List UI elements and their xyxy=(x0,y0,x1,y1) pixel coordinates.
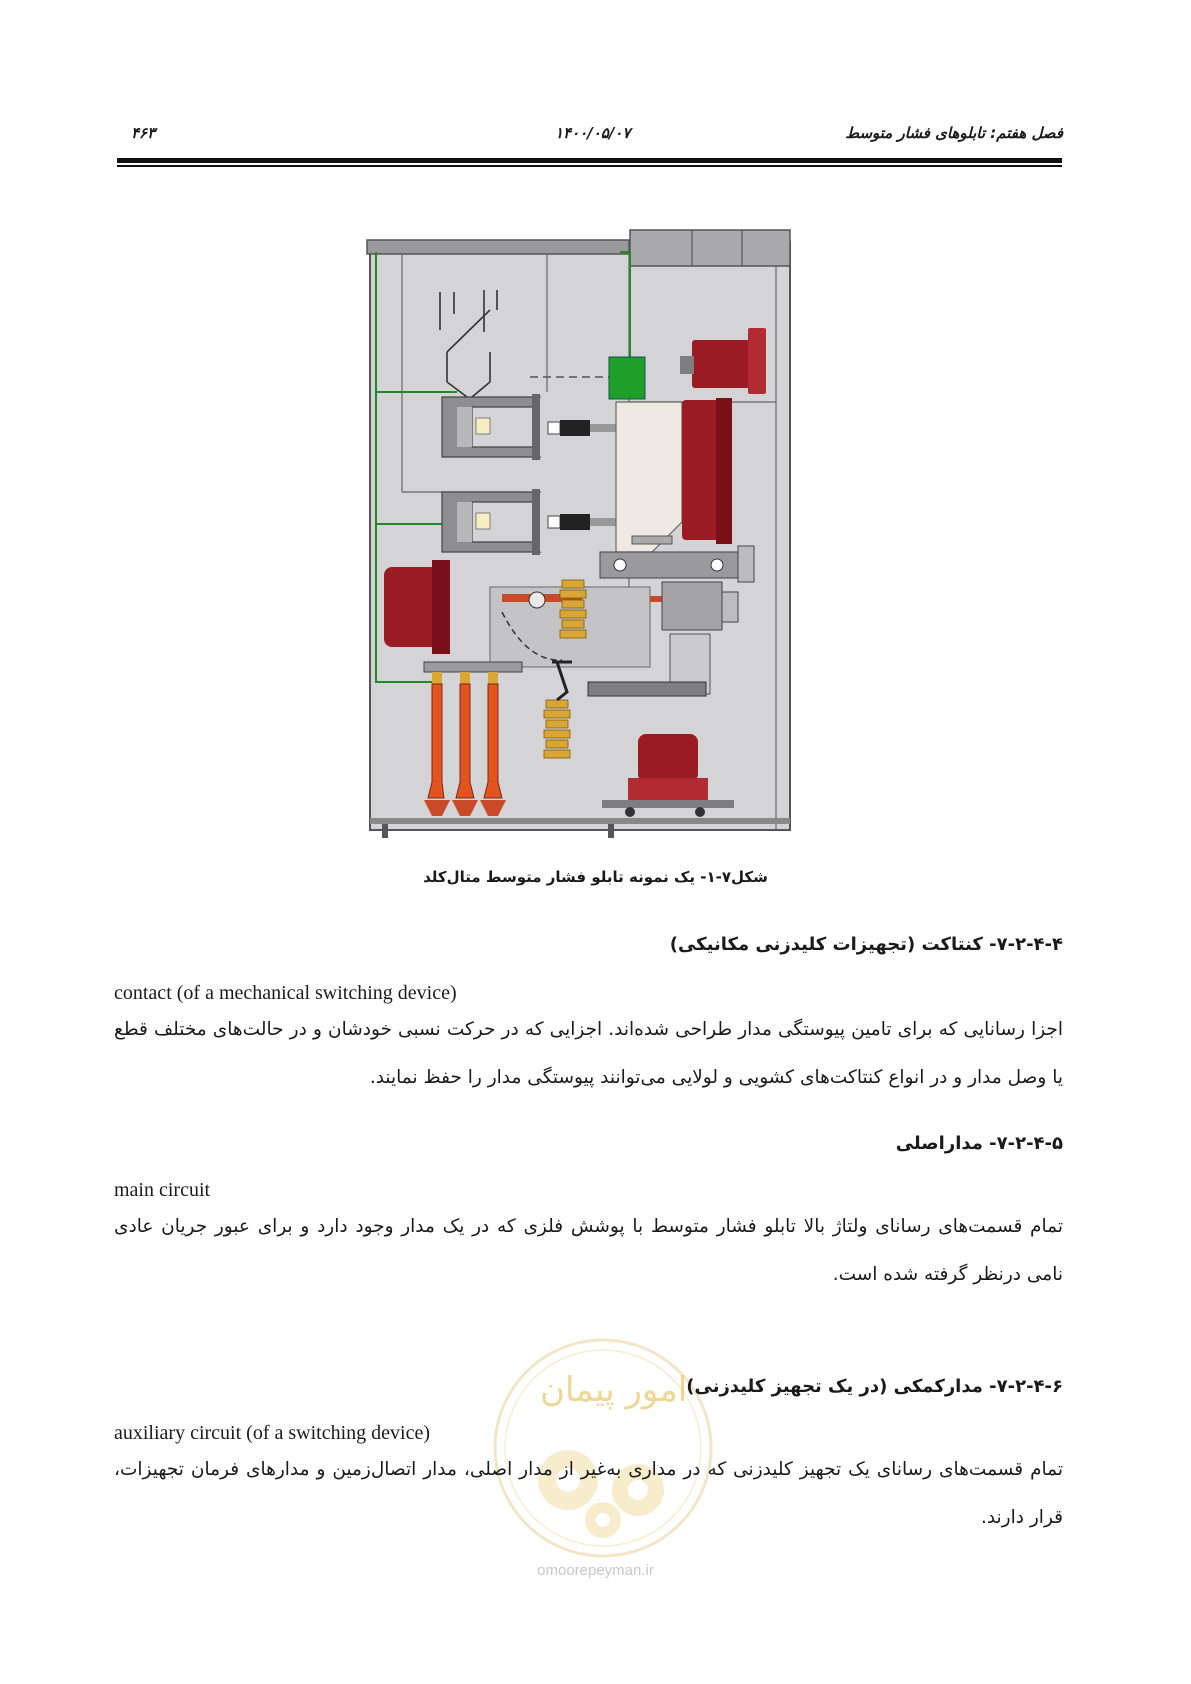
header-rule-thick xyxy=(117,158,1062,163)
section-heading-contact: ۷-۲-۴-۴- کنتاکت (تجهیزات کلیدزنی مکانیکی) xyxy=(669,934,1063,955)
red-control-device xyxy=(692,340,750,388)
section-heading-auxiliary-circuit: ۷-۲-۴-۶- مدارکمکی (در یک تجهیز کلیدزنی) xyxy=(686,1376,1063,1397)
header-page-number: ۴۶۳ xyxy=(131,124,156,142)
section-definition-contact: اجزا رسانایی که برای تامین پیوستگی مدار طراحی شده‌اند. اجزایی که در حرکت نسبی خودشان و در حالت‌های مختلف قطع یا وصل مدار و در انواع کنتاکت‌های کشویی و لولایی می‌توانند پیوستگی مدار را حفظ نمایند. xyxy=(114,1019,1063,1088)
section-definition-main-circuit: تمام قسمت‌های رسانای ولتاژ بالا تابلو فشار متوسط با پوشش فلزی که در یک مدار وجود دارد و برای عبور جریان عادی نامی درنظر گرفته شده است. xyxy=(114,1216,1063,1285)
lv-compartment-top xyxy=(630,230,790,266)
section-definition-auxiliary-circuit: تمام قسمت‌های رسانای یک تجهیز کلیدزنی که در مداری به‌غیر از مدار اصلی، مدار اتصال‌زمین و مدارهای فرمان تجهیزات، قرار دارند. xyxy=(114,1459,1063,1528)
figure-caption: شکل۷-۱- یک نمونه تابلو فشار متوسط متال‌کلد xyxy=(423,868,768,886)
section-english-term-contact: contact (of a mechanical switching device) xyxy=(114,982,457,1004)
header-chapter-title: فصل هفتم: تابلوهای فشار متوسط xyxy=(845,124,1063,142)
header-date: ۱۴۰۰/۰۵/۰۷ xyxy=(555,124,631,142)
interlock-rail xyxy=(588,682,706,696)
current-transformer xyxy=(638,734,698,782)
section-english-term-main-circuit: main circuit xyxy=(114,1179,211,1201)
voltage-transformer xyxy=(384,567,439,647)
watermark-logo-text: امور پیمان xyxy=(540,1370,688,1410)
watermark-url: omoorepeyman.ir xyxy=(537,1562,654,1579)
header-rule-thin xyxy=(117,165,1062,167)
breaker-pole xyxy=(616,402,682,552)
green-relay-box xyxy=(609,357,645,399)
switchgear-diagram xyxy=(362,222,812,852)
section-english-term-auxiliary-circuit: auxiliary circuit (of a switching device) xyxy=(114,1422,430,1444)
section-heading-main-circuit: ۷-۲-۴-۵- مداراصلی xyxy=(895,1133,1063,1154)
roof-plate xyxy=(367,240,629,254)
